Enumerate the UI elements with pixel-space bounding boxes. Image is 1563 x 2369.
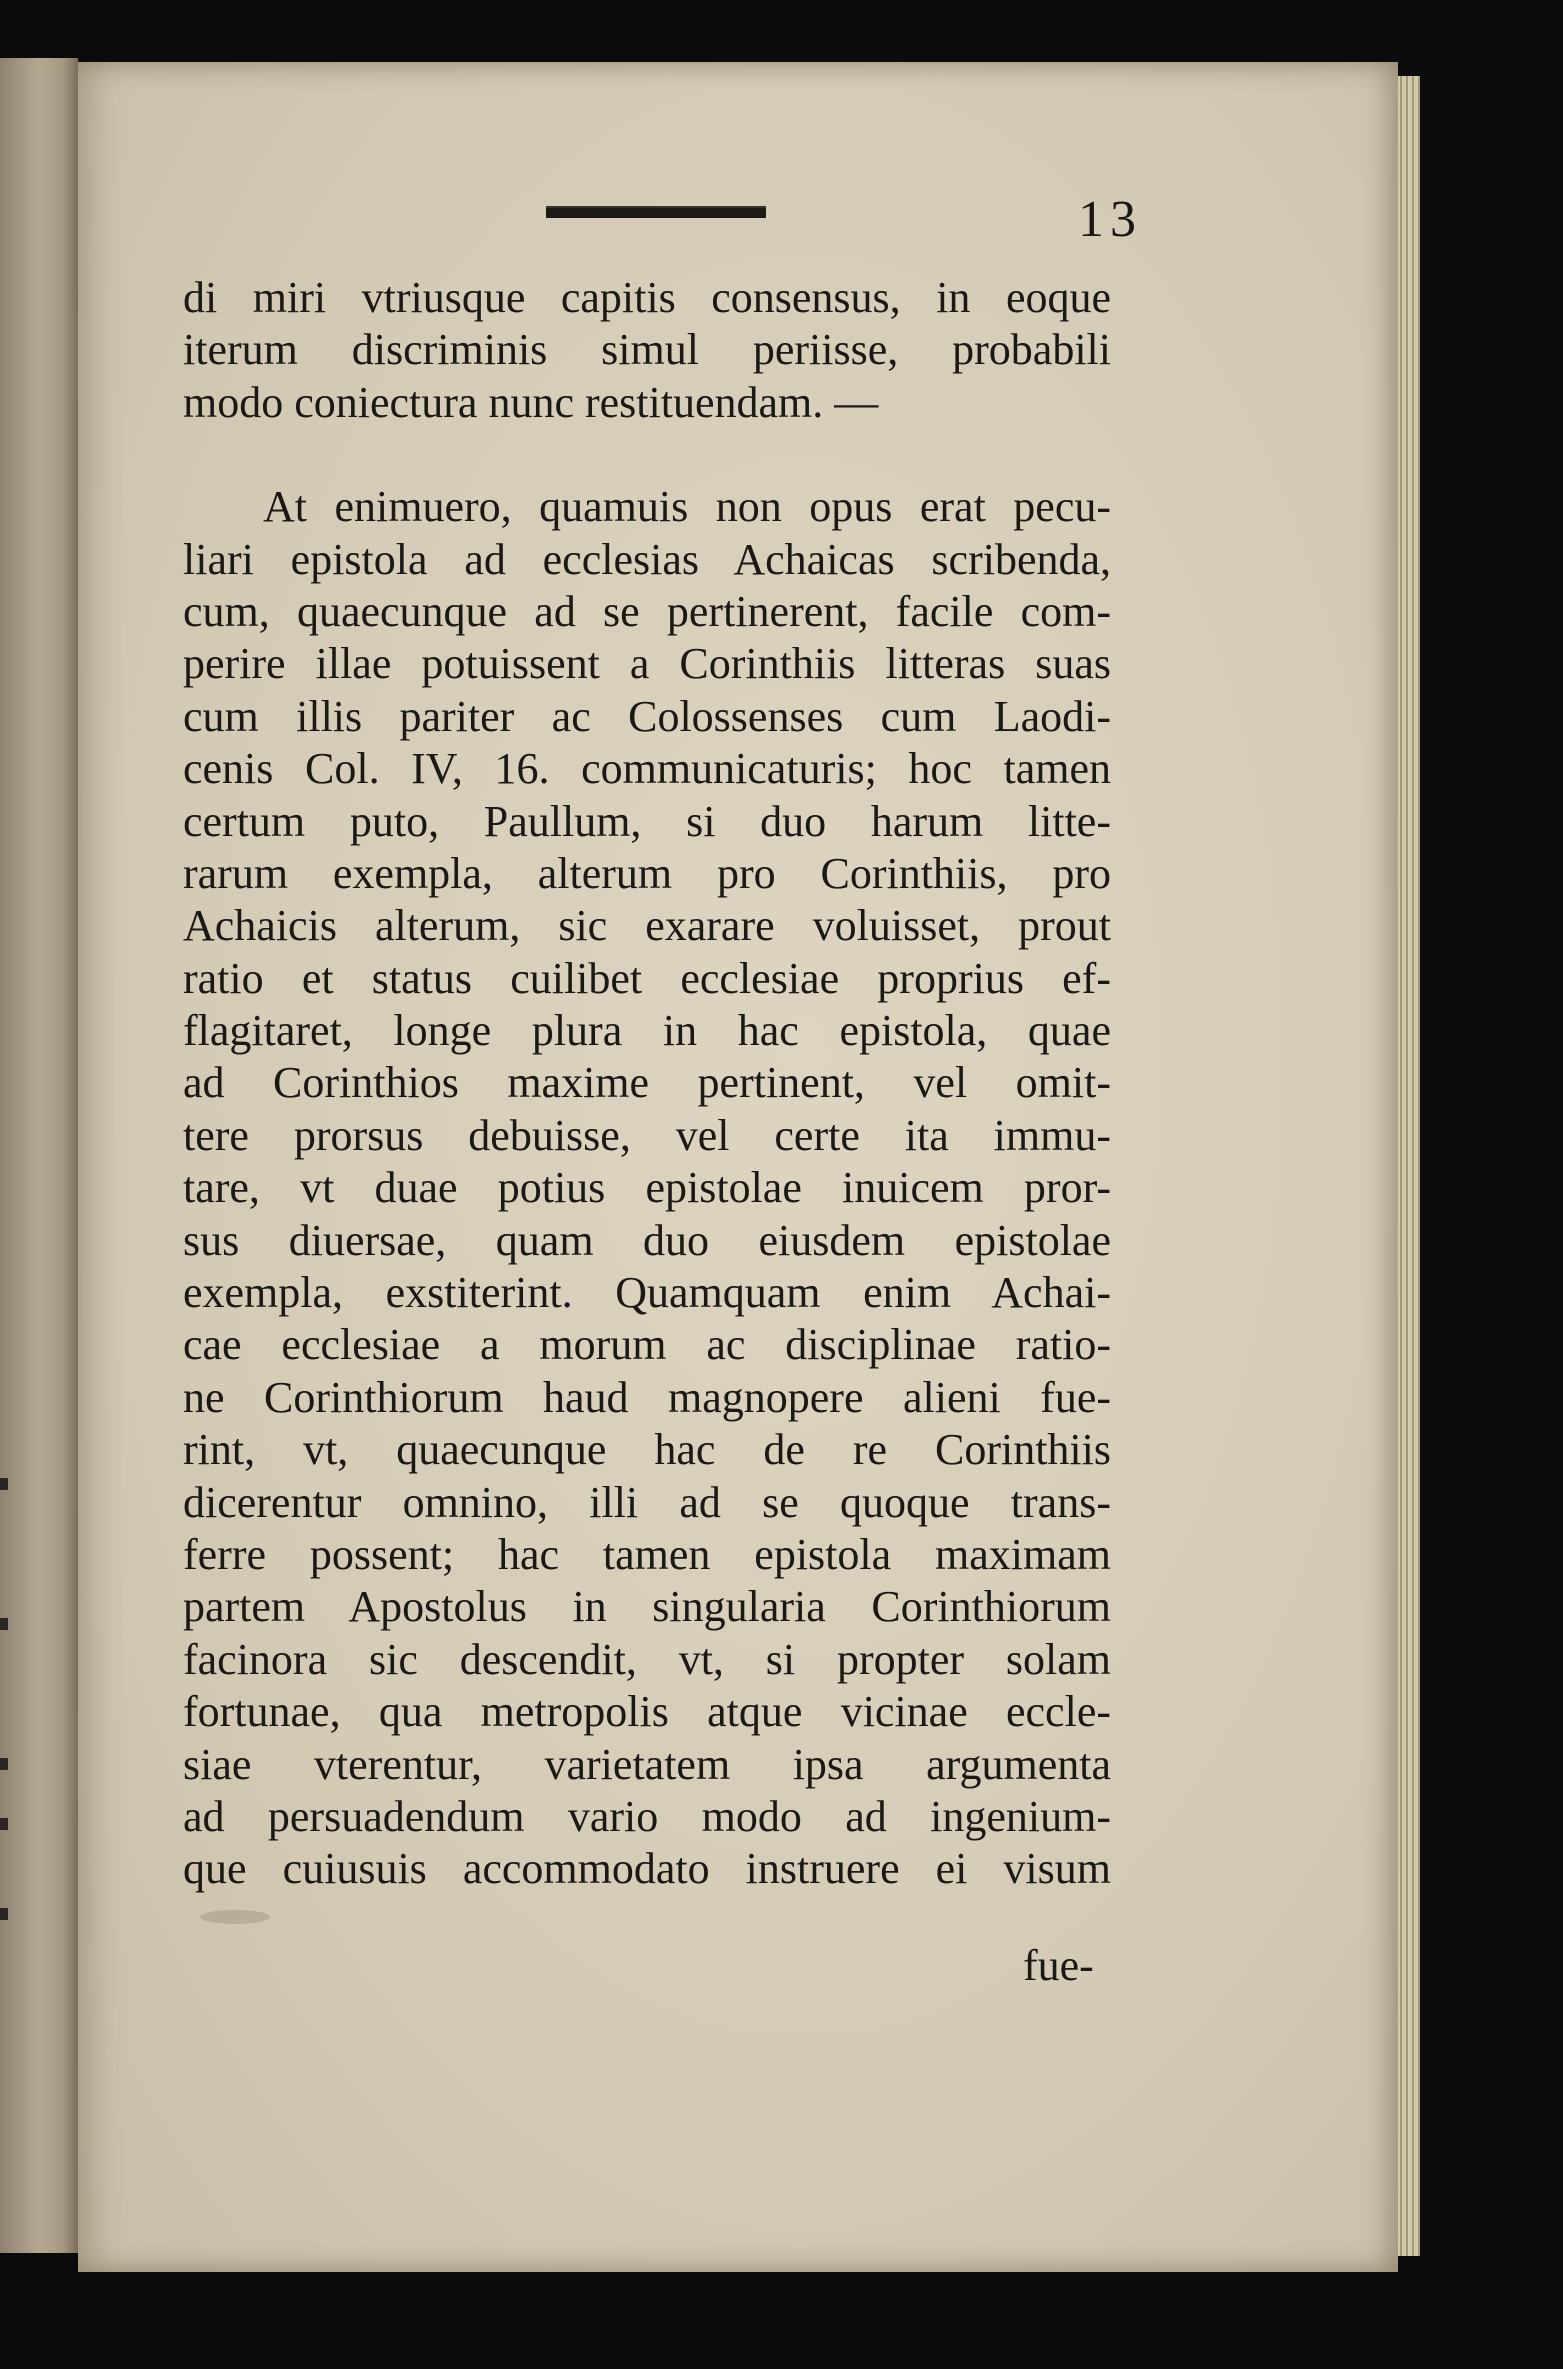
text-line: tare, vt duae potius epistolae inuicem pror- — [183, 1163, 1111, 1213]
text-line: Achaicis alterum, sic exarare voluisset, prout — [183, 901, 1111, 951]
text-line: ad persuadendum vario modo ad ingenium- — [183, 1791, 1111, 1841]
catchword: fue- — [1023, 1941, 1094, 1990]
page-stack-edge — [1398, 76, 1420, 2256]
text-line: cenis Col. IV, 16. communicaturis; hoc tamen — [183, 744, 1111, 794]
text-line: facinora sic descendit, vt, si propter solam — [183, 1634, 1111, 1684]
text-line: certum puto, Paullum, si duo harum litte- — [183, 796, 1111, 846]
page-mark — [0, 1908, 8, 1920]
page-mark — [0, 1618, 8, 1630]
page-mark — [0, 1818, 8, 1830]
text-line: exempla, exstiterint. Quamquam enim Achai- — [183, 1268, 1111, 1318]
text-line: cae ecclesiae a morum ac disciplinae ratio- — [183, 1320, 1111, 1370]
text-line: cum, quaecunque ad se pertinerent, facile com- — [183, 586, 1111, 636]
text-line: rint, vt, quaecunque hac de re Corinthiis — [183, 1425, 1111, 1475]
text-line: sus diuersae, quam duo eiusdem epistolae — [183, 1215, 1111, 1265]
facing-page-edge — [0, 58, 78, 2253]
paragraph-gap — [183, 429, 1111, 481]
text-line: partem Apostolus in singularia Corinthiorum — [183, 1582, 1111, 1632]
text-line: ad Corinthios maxime pertinent, vel omit- — [183, 1058, 1111, 1108]
paragraph — [183, 481, 1111, 1896]
text-line: perire illae potuissent a Corinthiis litteras suas — [183, 639, 1111, 689]
text-line: dicerentur omnino, illi ad se quoque trans- — [183, 1477, 1111, 1527]
text-line: tere prorsus debuisse, vel certe ita immu- — [183, 1110, 1111, 1160]
text-line: ratio et status cuilibet ecclesiae proprius ef- — [183, 953, 1111, 1003]
text-line: que cuiusuis accommodato instruere ei visum — [183, 1844, 1111, 1894]
text-line: liari epistola ad ecclesias Achaicas scribenda, — [183, 534, 1111, 584]
text-line: flagitaret, longe plura in hac epistola, quae — [183, 1006, 1111, 1056]
ink-smudge — [200, 1910, 270, 1924]
body-text — [183, 272, 1111, 1896]
page-mark — [0, 1758, 8, 1770]
text-line: modo coniectura nunc restituendam. — — [183, 377, 879, 427]
page-number: 13 — [1078, 191, 1142, 248]
text-line: cum illis pariter ac Colossenses cum Laodi- — [183, 691, 1111, 741]
header-rule — [546, 206, 766, 218]
text-line: siae vterentur, varietatem ipsa argumenta — [183, 1739, 1111, 1789]
text-line: At enimuero, quamuis non opus erat pecu- — [263, 482, 1111, 532]
text-line: di miri vtriusque capitis consensus, in eoque — [183, 273, 1111, 322]
text-line: ne Corinthiorum haud magnopere alieni fue- — [183, 1372, 1111, 1422]
text-line: iterum discriminis simul periisse, probabili — [183, 325, 1111, 375]
text-line: ferre possent; hac tamen epistola maximam — [183, 1529, 1111, 1579]
text-line: rarum exempla, alterum pro Corinthiis, pro — [183, 848, 1111, 898]
paragraph — [183, 272, 1111, 429]
text-line: fortunae, qua metropolis atque vicinae eccle- — [183, 1687, 1111, 1737]
page-mark — [0, 1478, 8, 1490]
